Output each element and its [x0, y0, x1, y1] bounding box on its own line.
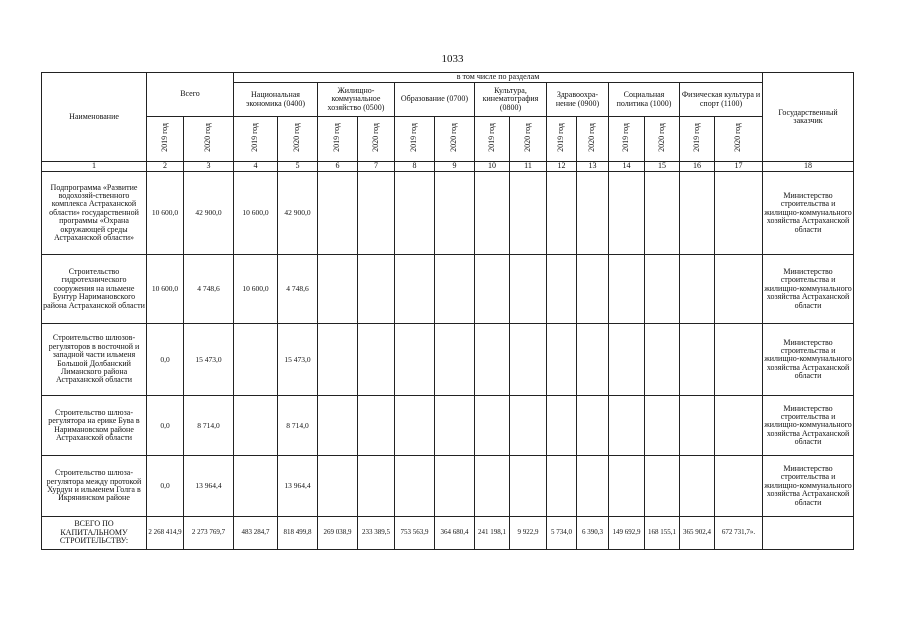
row-value [395, 172, 435, 255]
row-value: 10 600,0 [234, 172, 278, 255]
header-section-1000: Социальная политика (1000) [609, 83, 680, 117]
row-value [358, 255, 395, 324]
row-value [715, 172, 763, 255]
year-header-2019 [318, 117, 358, 162]
row-value: 4 748,6 [278, 255, 318, 324]
row-value [475, 456, 510, 517]
column-number: 11 [510, 162, 547, 172]
year-label: 2020 год [292, 123, 302, 153]
row-value [435, 456, 475, 517]
row-value [609, 396, 645, 456]
row-value [680, 255, 715, 324]
row-value [609, 255, 645, 324]
year-header-2019 [609, 117, 645, 162]
row-value: 42 900,0 [184, 172, 234, 255]
year-label: 2020 год [656, 123, 666, 153]
row-value: 15 473,0 [278, 324, 318, 396]
table-row [42, 172, 854, 255]
row-value [358, 456, 395, 517]
total-value: 818 499,8 [278, 517, 318, 550]
row-value: 10 600,0 [234, 255, 278, 324]
row-value [680, 324, 715, 396]
header-total: Всего [147, 73, 234, 117]
year-label: 2019 год [621, 123, 631, 153]
row-value [318, 456, 358, 517]
year-header-2019 [395, 117, 435, 162]
header-section-0900: Здравоохра-нение (0900) [547, 83, 609, 117]
row-value [609, 456, 645, 517]
row-value: 0,0 [147, 324, 184, 396]
row-value [435, 324, 475, 396]
row-value: 10 600,0 [147, 255, 184, 324]
row-value [715, 324, 763, 396]
row-value [234, 396, 278, 456]
header-section-0800: Культура, кинематография (0800) [475, 83, 547, 117]
header-including: в том числе по разделам [234, 73, 763, 83]
table-row [42, 255, 854, 324]
row-value [609, 172, 645, 255]
year-header-2020 [358, 117, 395, 162]
column-number: 4 [234, 162, 278, 172]
row-value [358, 172, 395, 255]
row-value [715, 255, 763, 324]
year-label: 2020 год [522, 123, 532, 153]
row-value [609, 324, 645, 396]
row-value [435, 396, 475, 456]
year-header-2020 [435, 117, 475, 162]
row-customer: Министерство строительства и жилищно-коммунального хозяйства Астраханской области [763, 172, 854, 255]
header-section-1100: Физическая культура и спорт (1100) [680, 83, 763, 117]
year-label: 2019 год [409, 123, 419, 153]
table-row [42, 456, 854, 517]
row-value [318, 396, 358, 456]
row-value [435, 172, 475, 255]
table-row [42, 396, 854, 456]
year-label: 2019 год [159, 123, 169, 153]
row-value [680, 172, 715, 255]
row-value [395, 255, 435, 324]
row-value: 0,0 [147, 396, 184, 456]
row-value [510, 456, 547, 517]
row-value [510, 172, 547, 255]
budget-table [41, 72, 854, 550]
total-value: 672 731,7». [715, 517, 763, 550]
year-label: 2020 год [370, 123, 380, 153]
row-value [395, 456, 435, 517]
column-number: 10 [475, 162, 510, 172]
year-label: 2019 год [486, 123, 496, 153]
row-value: 0,0 [147, 456, 184, 517]
row-value: 8 714,0 [278, 396, 318, 456]
column-number: 7 [358, 162, 395, 172]
row-value: 4 748,6 [184, 255, 234, 324]
column-number: 9 [435, 162, 475, 172]
row-value: 42 900,0 [278, 172, 318, 255]
year-label: 2020 год [733, 123, 743, 153]
row-value [577, 324, 609, 396]
row-name: Строительство шлюзов-регуляторов в восточной и западной части ильменя Большой Долбанский Лиманского района Астраханской области [42, 324, 147, 396]
row-name: Подпрограмма «Развитие водохозяй-ственного комплекса Астраханской области» государственной программы «Охрана окружающей среды Астраханской области» [42, 172, 147, 255]
year-header-2020 [577, 117, 609, 162]
year-header-2020 [278, 117, 318, 162]
row-value [510, 255, 547, 324]
year-label: 2020 год [587, 123, 597, 153]
total-label: ВСЕГО ПО КАПИТАЛЬНОМУ СТРОИТЕЛЬСТВУ: [42, 517, 147, 550]
row-value: 8 714,0 [184, 396, 234, 456]
row-value: 10 600,0 [147, 172, 184, 255]
total-value: 2 273 769,7 [184, 517, 234, 550]
row-value [510, 324, 547, 396]
column-number: 17 [715, 162, 763, 172]
year-label: 2019 год [556, 123, 566, 153]
row-value [234, 456, 278, 517]
row-value [645, 456, 680, 517]
row-value [395, 324, 435, 396]
row-value [645, 324, 680, 396]
row-value [395, 396, 435, 456]
header-name: Наименование [42, 73, 147, 162]
year-header-2020 [510, 117, 547, 162]
row-value [475, 324, 510, 396]
row-value [577, 396, 609, 456]
row-value [645, 255, 680, 324]
total-value: 365 902,4 [680, 517, 715, 550]
total-value: 2 268 414,9 [147, 517, 184, 550]
total-value: 483 284,7 [234, 517, 278, 550]
row-value [715, 396, 763, 456]
row-value [475, 396, 510, 456]
row-value [715, 456, 763, 517]
year-label: 2019 год [691, 123, 701, 153]
row-value [435, 255, 475, 324]
year-header-2019 [234, 117, 278, 162]
row-value [318, 324, 358, 396]
row-value [680, 396, 715, 456]
header-row-1 [42, 73, 854, 83]
total-customer-empty [763, 517, 854, 550]
row-value [577, 456, 609, 517]
header-customer: Государственный заказчик [763, 73, 854, 162]
year-label: 2020 год [449, 123, 459, 153]
year-header-2019 [147, 117, 184, 162]
row-value [475, 255, 510, 324]
page-number: 1033 [441, 53, 464, 65]
row-value [234, 324, 278, 396]
row-value [680, 456, 715, 517]
header-section-0400: Национальная экономика (0400) [234, 83, 318, 117]
row-value [547, 324, 577, 396]
row-value: 13 964,4 [184, 456, 234, 517]
year-header-2019 [680, 117, 715, 162]
row-name: Строительство шлюза-регулятора между протокой Хурдун и ильменем Голга в Икрянинском районе [42, 456, 147, 517]
column-number: 16 [680, 162, 715, 172]
row-value [318, 255, 358, 324]
column-number: 12 [547, 162, 577, 172]
row-value [358, 324, 395, 396]
column-number: 8 [395, 162, 435, 172]
year-header-2020 [645, 117, 680, 162]
row-value [577, 172, 609, 255]
total-row [42, 517, 854, 550]
total-value: 233 389,5 [358, 517, 395, 550]
year-label: 2019 год [250, 123, 260, 153]
table-row [42, 324, 854, 396]
column-number: 15 [645, 162, 680, 172]
column-number: 5 [278, 162, 318, 172]
total-value: 9 922,9 [510, 517, 547, 550]
year-header-2019 [475, 117, 510, 162]
total-value: 269 038,9 [318, 517, 358, 550]
column-number: 1 [42, 162, 147, 172]
header-section-0500: Жилищно-коммунальное хозяйство (0500) [318, 83, 395, 117]
column-number: 6 [318, 162, 358, 172]
year-header-2019 [547, 117, 577, 162]
year-header-2020 [715, 117, 763, 162]
table-body [42, 172, 854, 550]
row-value [645, 172, 680, 255]
row-customer: Министерство строительства и жилищно-коммунального хозяйства Астраханской области [763, 255, 854, 324]
year-header-2020 [184, 117, 234, 162]
row-value: 13 964,4 [278, 456, 318, 517]
column-number: 13 [577, 162, 609, 172]
total-value: 6 390,3 [577, 517, 609, 550]
row-value: 15 473,0 [184, 324, 234, 396]
header-section-0700: Образование (0700) [395, 83, 475, 117]
year-label: 2020 год [203, 123, 213, 153]
row-value [358, 396, 395, 456]
row-value [475, 172, 510, 255]
column-number-row [42, 162, 854, 172]
row-value [318, 172, 358, 255]
row-customer: Министерство строительства и жилищно-коммунального хозяйства Астраханской области [763, 324, 854, 396]
row-value [510, 396, 547, 456]
header-year-row [42, 117, 854, 162]
total-value: 364 680,4 [435, 517, 475, 550]
column-number: 2 [147, 162, 184, 172]
row-value [645, 396, 680, 456]
column-number: 3 [184, 162, 234, 172]
year-label: 2019 год [332, 123, 342, 153]
row-value [547, 172, 577, 255]
total-value: 5 734,0 [547, 517, 577, 550]
total-value: 149 692,9 [609, 517, 645, 550]
row-value [547, 456, 577, 517]
row-value [577, 255, 609, 324]
row-customer: Министерство строительства и жилищно-коммунального хозяйства Астраханской области [763, 396, 854, 456]
column-number: 14 [609, 162, 645, 172]
row-value [547, 396, 577, 456]
total-value: 241 198,1 [475, 517, 510, 550]
row-customer: Министерство строительства и жилищно-коммунального хозяйства Астраханской области [763, 456, 854, 517]
total-value: 168 155,1 [645, 517, 680, 550]
row-value [547, 255, 577, 324]
column-number: 18 [763, 162, 854, 172]
total-value: 753 563,9 [395, 517, 435, 550]
row-name: Строительство гидротехнического сооружения на ильмене Бунтур Наримановского района Астраханской области [42, 255, 147, 324]
row-name: Строительство шлюза-регулятора на ерике Бува в Наримановском районе Астраханской области [42, 396, 147, 456]
